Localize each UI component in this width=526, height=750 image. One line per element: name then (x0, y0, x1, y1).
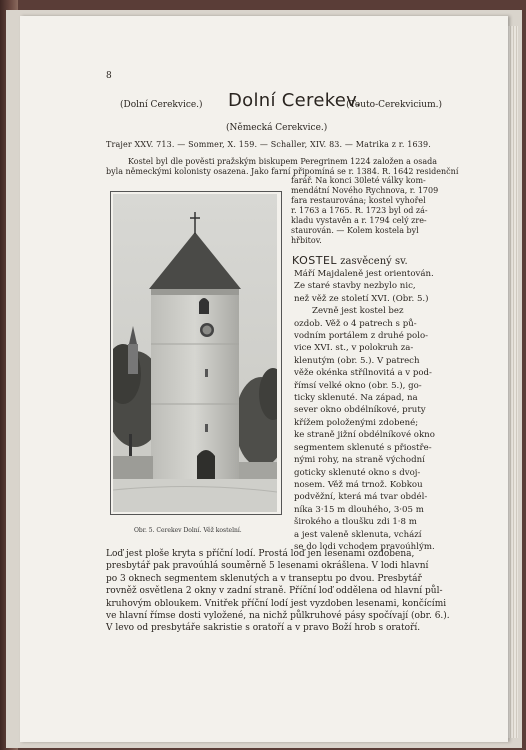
text-line: ticky sklenuté. Na západ, na (294, 393, 418, 404)
section-heading-word: KOSTEL (292, 254, 338, 267)
text-line: staurován. — Kolem kostela byl (291, 226, 419, 235)
text-line: fara restaurována; kostel vyhořel (291, 196, 426, 205)
text-line: ozdob. Věž o 4 patrech s pů- (294, 318, 417, 329)
section-heading (292, 254, 408, 267)
text-line: segmentem sklenuté s přiostře- (294, 442, 432, 453)
heading-right-alias: (Teuto-Cerekvicium.) (346, 100, 442, 110)
text-line: nosem. Věž má trnož. Kobkou (294, 479, 423, 490)
text-line: ke straně jižní obdélníkové okno (294, 430, 435, 441)
section-heading-rest: zasvěcený sv. (340, 256, 408, 267)
text-line: presbytář pak pravoúhlá souměrně 5 lesenami okrášlena. V lodi hlavní (106, 561, 429, 572)
page-number: 8 (106, 71, 112, 81)
text-line: goticky sklenuté okno s dvoj- (294, 467, 421, 478)
text-line: kruhovým obloukem. Vnitřek příční lodí jest vyzdoben lesenami, končícími (106, 598, 447, 609)
text-line: V levo od presbytáře sakristie s oratoří a v pravo Boží hrob s oratoří. (106, 623, 421, 634)
text-line: níka 3·15 m dlouhého, 3·05 m (294, 504, 424, 515)
page-title: Dolní Cerekev. (228, 90, 362, 111)
text-line: se do lodi vchodem pravoúhlým. (294, 541, 435, 552)
text-line: hřbitov. (291, 236, 322, 245)
text-line: Ze staré stavby nezbylo nic, (294, 281, 416, 292)
text-line: byla německými kolonisty osazena. Jako farní připomíná se r. 1384. R. 1642 residenční (106, 166, 459, 176)
text-line: farář. Na konci 30leté války kom- (291, 176, 426, 185)
text-line: věže okénka střílnovitá a v pod- (294, 368, 432, 379)
text-line: podvěžní, která má tvar obdél- (294, 492, 428, 503)
text-line: nými rohy, na straně východní (294, 455, 425, 466)
church-tower-photo (113, 194, 277, 512)
text-line: Zevně jest kostel bez (312, 306, 404, 317)
text-line: kladu vystavěn a r. 1794 celý zre- (291, 216, 427, 225)
church-tower-illustration (113, 194, 277, 512)
text-line: a jest valeně sklenuta, vchází (294, 529, 422, 540)
text-line: křížem položenými zdobené; (294, 417, 419, 428)
text-line: klenutým (obr. 5.). V patrech (294, 355, 420, 366)
heading-subtitle: (Německá Cerekvice.) (226, 123, 328, 133)
photo-caption: Obr. 5. Cerekev Dolní. Věž kostelní. (134, 527, 242, 534)
heading-left-alias: (Dolní Cerekvice.) (120, 100, 203, 110)
text-line: sever okno obdélníkové, pruty (294, 405, 426, 416)
text-line: než věž ze století XVI. (Obr. 5.) (294, 293, 429, 304)
heading (110, 90, 442, 116)
text-line: Loď jest ploše kryta s příční lodí. Prostá loď jen lesenami ozdobena, (106, 549, 415, 559)
text-line: mendátní Nového Rychnova, r. 1709 (291, 186, 439, 195)
text-line: Kostel byl dle pověsti pražským biskupem Peregrinem 1224 založen a osada (128, 157, 437, 166)
text-line: širokého a tloušku zdi 1·8 m (294, 517, 417, 528)
text-line: Máří Majdaleně jest orientován. (294, 269, 434, 279)
text-line: vice XVI. st., v polokruh za- (294, 343, 414, 354)
page-edges (508, 26, 518, 738)
text-line: římsí velké okno (obr. 5.), go- (294, 380, 422, 391)
right-column-main (294, 268, 435, 553)
intro-paragraph (106, 157, 458, 176)
text-line: rovněž osvětlena 2 okny v zadní straně. Příční loď oddělena od hlavní půl- (106, 586, 443, 597)
right-column-top (288, 176, 438, 246)
references-line: Trajer XXV. 713. — Sommer, X. 159. — Schaller, XIV. 83. — Matrika z r. 1639. (106, 140, 431, 149)
bottom-paragraph (106, 548, 450, 635)
text-line: r. 1763 a 1765. R. 1723 byl od zá- (291, 206, 428, 215)
text-line: vodním portálem z druhé polo- (294, 331, 429, 342)
text-line: po 3 oknech segmentem sklenutých a v transeptu po dvou. Presbytář (106, 573, 422, 584)
text-line: ve hlavní římse dosti vyložené, na nichž půlkruhové pásy spočívají (obr. 6.). (106, 611, 450, 622)
